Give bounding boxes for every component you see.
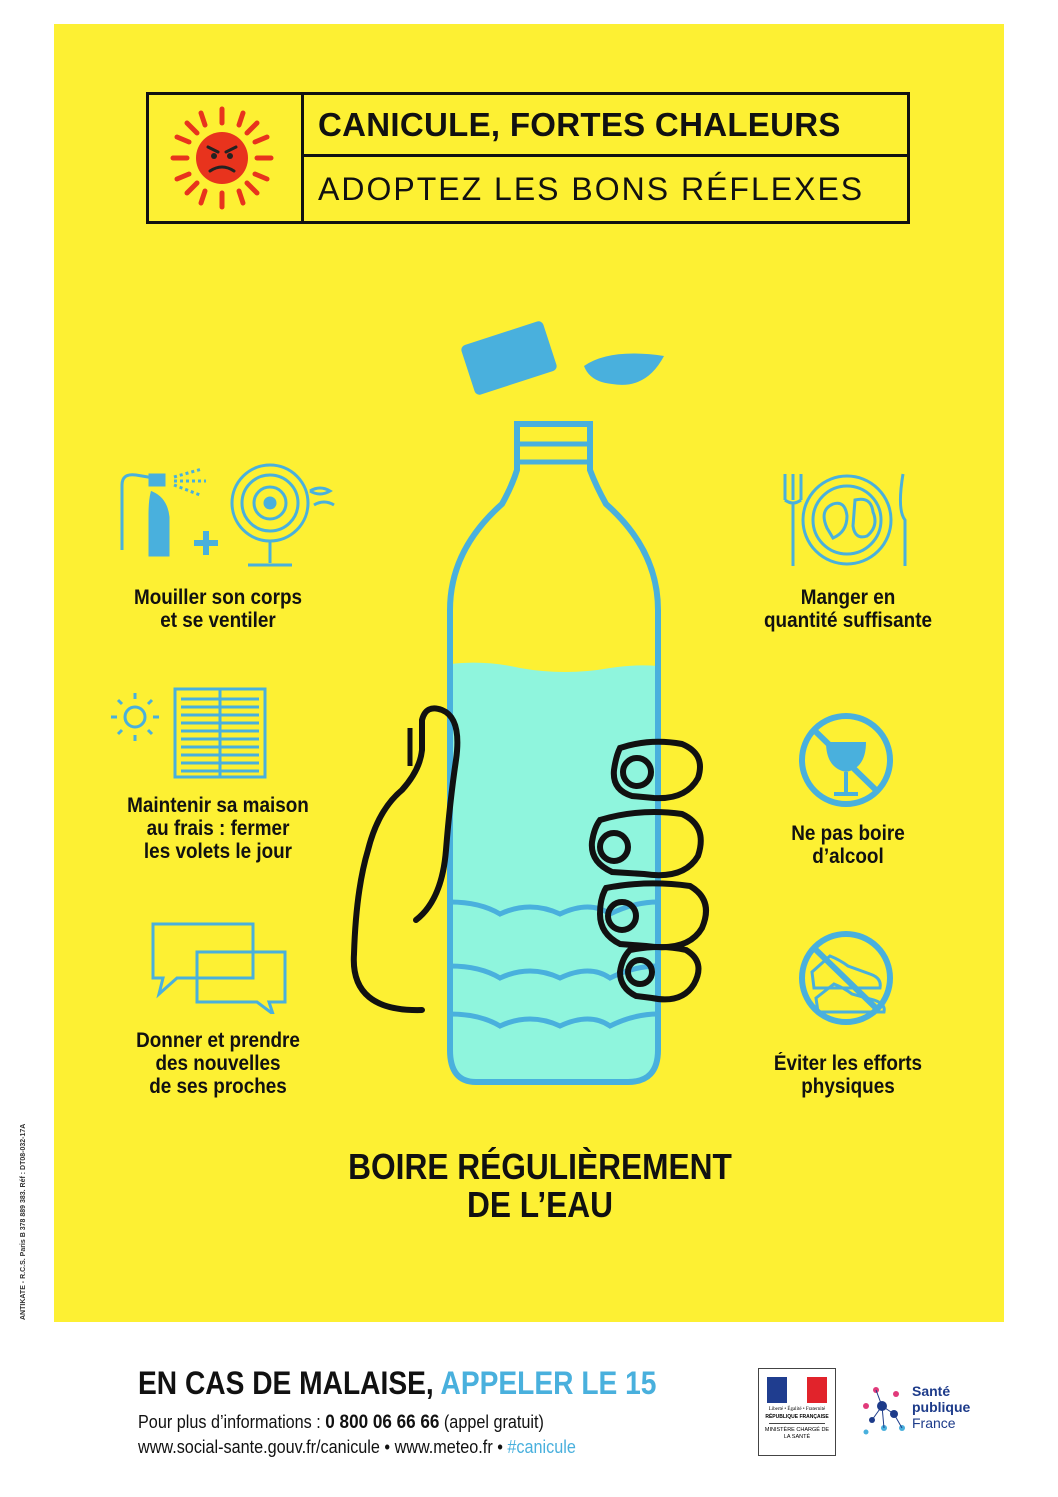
angry-sun-icon bbox=[149, 95, 304, 221]
website-links[interactable]: www.social-sante.gouv.fr/canicule • www.meteo.fr • bbox=[138, 1437, 508, 1457]
info-line: Pour plus d’informations : 0 800 06 66 66 (appel gratuit) bbox=[138, 1412, 544, 1433]
tip-avoid-effort-label: Éviter les efforts physiques bbox=[773, 1052, 923, 1098]
sante-publique-france-text: Santé publique France bbox=[912, 1383, 971, 1431]
no-sneakers-icon bbox=[790, 928, 905, 1028]
no-wine-icon bbox=[790, 710, 905, 810]
tip-no-alcohol-label: Ne pas boire d’alcool bbox=[791, 822, 905, 868]
plate-and-cutlery-icon bbox=[775, 470, 915, 570]
speech-bubbles-icon bbox=[145, 918, 295, 1014]
tip-keep-house-cool-label: Maintenir sa maison au frais : fermer les volets le jour bbox=[127, 794, 309, 863]
water-bottle-in-hand-icon bbox=[310, 290, 750, 1110]
hashtag[interactable]: #canicule bbox=[507, 1437, 576, 1457]
ministry-logo: Liberté • Égalité • Fraternité RÉPUBLIQUE FRANÇAISE MINISTÈRE CHARGÉ DE LA SANTÉ bbox=[758, 1368, 836, 1456]
spray-and-fan-icon bbox=[110, 455, 340, 585]
sun-and-shutters-icon bbox=[105, 685, 275, 785]
side-legal-text: ANTIKATE - R.C.S. Paris B 378 889 383. Réf : DT08-032-17A bbox=[20, 1123, 27, 1320]
french-flag-icon bbox=[767, 1377, 827, 1403]
main-message: BOIRE RÉGULIÈREMENT DE L’EAU bbox=[348, 1146, 732, 1225]
links-line bbox=[138, 1437, 576, 1458]
header-box bbox=[146, 92, 910, 224]
tip-wet-body-label: Mouiller son corps et se ventiler bbox=[133, 586, 303, 632]
emergency-title: EN CAS DE MALAISE, APPELER LE 15 bbox=[138, 1365, 657, 1401]
phone-number[interactable]: 0 800 06 66 66 bbox=[325, 1412, 440, 1433]
tip-news-label: Donner et prendre des nouvelles de ses proches bbox=[136, 1029, 300, 1098]
page-title: CANICULE, FORTES CHALEURS bbox=[304, 95, 907, 157]
sante-publique-france-logo-icon bbox=[862, 1384, 912, 1440]
page-subtitle: ADOPTEZ LES BONS RÉFLEXES bbox=[318, 170, 865, 207]
tip-eat-label: Manger en quantité suffisante bbox=[763, 586, 933, 632]
